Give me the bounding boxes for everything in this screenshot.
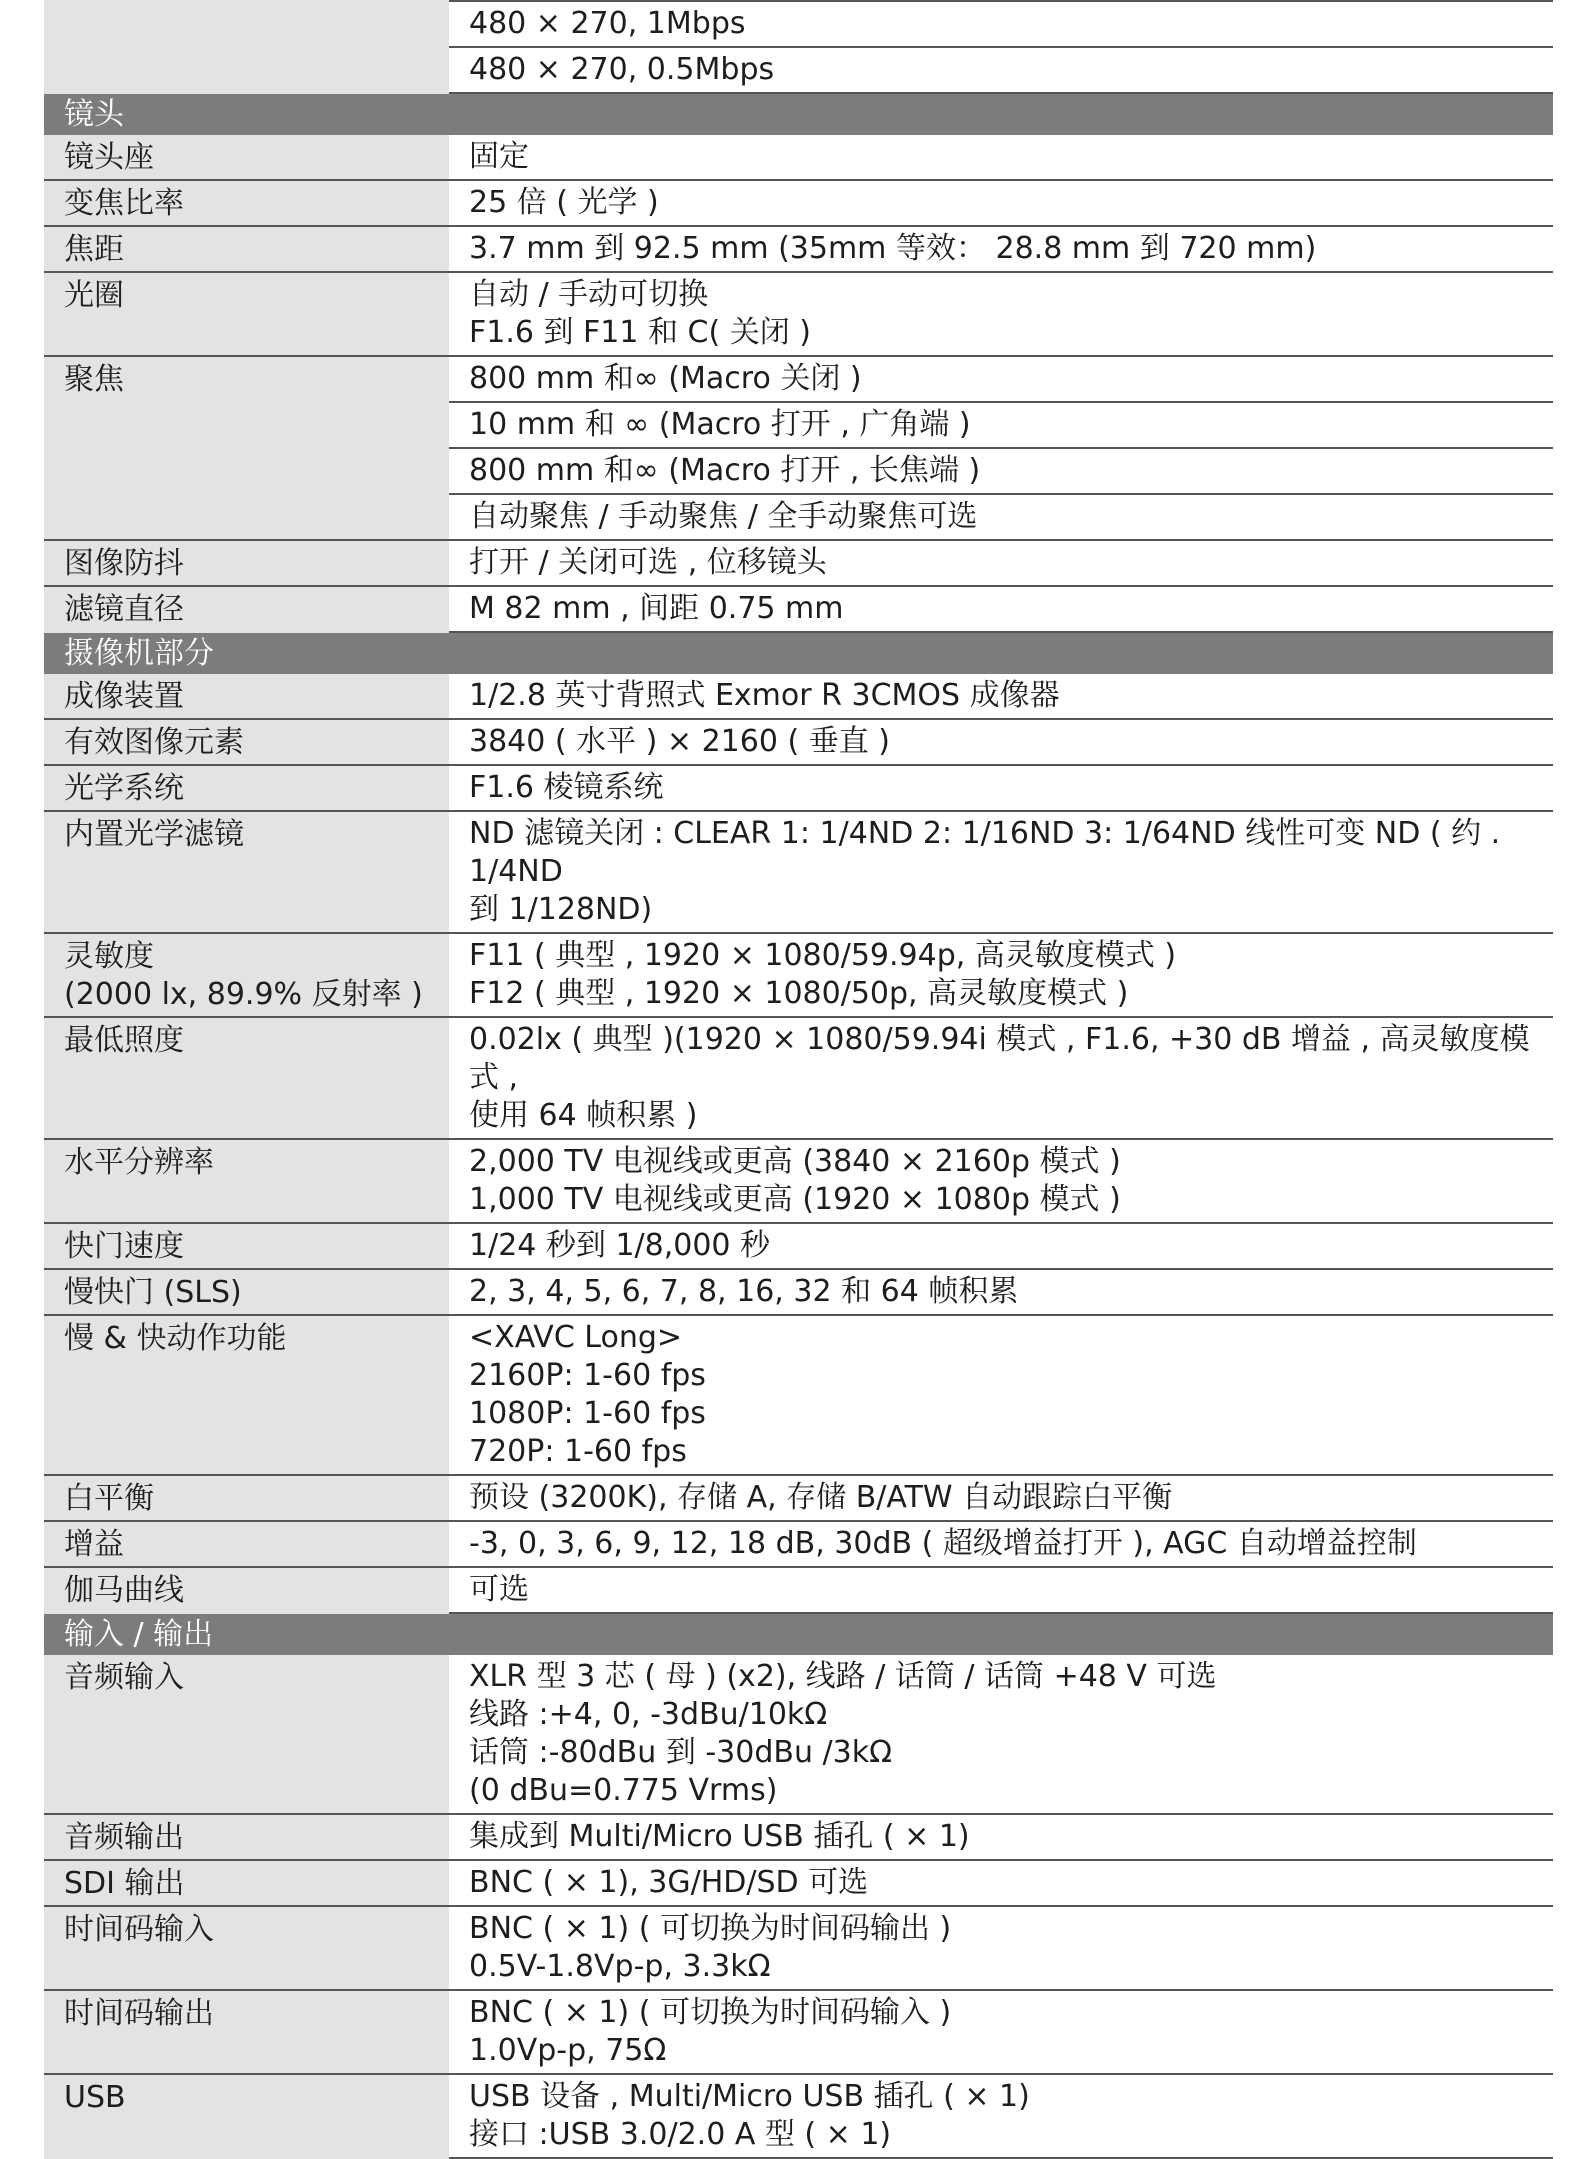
spec-label: 变焦比率 (44, 181, 449, 225)
spec-label: 成像装置 (44, 674, 449, 718)
spec-value: 480 × 270, 1Mbps (449, 0, 1553, 48)
spec-value: 1/2.8 英寸背照式 Exmor R 3CMOS 成像器 (469, 678, 1060, 713)
spec-label: SDI 输出 (44, 1861, 449, 1905)
spec-label: 图像防抖 (44, 541, 449, 585)
spec-value: 25 倍 ( 光学 ) (469, 185, 659, 220)
spec-label: 时间码输入 (44, 1907, 449, 1989)
spec-row (44, 0, 1553, 94)
spec-value: 3840 ( 水平 ) × 2160 ( 垂直 ) (469, 724, 890, 759)
spec-label: 白平衡 (44, 1476, 449, 1520)
spec-label: 聚焦 (44, 357, 449, 539)
section-header: 输入 / 输出 (44, 1614, 1553, 1655)
spec-row (44, 357, 1553, 541)
spec-value: 集成到 Multi/Micro USB 插孔 ( × 1) (469, 1819, 970, 1854)
spec-value: 自动聚焦 / 手动聚焦 / 全手动聚焦可选 (469, 499, 978, 534)
spec-value: 800 mm 和∞ (Macro 打开 , 长焦端 ) (449, 449, 1553, 495)
spec-label: 快门速度 (44, 1224, 449, 1268)
spec-value: 3.7 mm 到 92.5 mm (35mm 等效： 28.8 mm 到 720 mm) (469, 231, 1317, 266)
spec-label: 灵敏度 (2000 lx, 89.9% 反射率 ) (44, 934, 449, 1016)
spec-table (44, 0, 1553, 2159)
spec-value: -3, 0, 3, 6, 9, 12, 18 dB, 30dB ( 超级增益打开 ), AGC 自动增益控制 (469, 1526, 1417, 1561)
spec-value: 2,000 TV 电视线或更高 (3840 × 2160p 模式 ) 1,000 TV 电视线或更高 (1920 × 1080p 模式 ) (469, 1144, 1121, 1217)
spec-row (44, 1568, 1553, 1614)
spec-row (44, 1907, 1553, 1991)
spec-value: 打开 / 关闭可选 , 位移镜头 (469, 545, 827, 580)
spec-value: 480 × 270, 0.5Mbps (449, 48, 1553, 94)
spec-label: 慢 & 快动作功能 (44, 1316, 449, 1474)
spec-value: 自动 / 手动可切换 F1.6 到 F11 和 C( 关闭 ) (469, 277, 811, 350)
spec-row (44, 1270, 1553, 1316)
section-header: 镜头 (44, 94, 1553, 135)
spec-row (44, 135, 1553, 181)
spec-label: 内置光学滤镜 (44, 812, 449, 932)
spec-value: F1.6 棱镜系统 (469, 770, 664, 805)
spec-row (44, 587, 1553, 633)
spec-value: 2, 3, 4, 5, 6, 7, 8, 16, 32 和 64 帧积累 (469, 1274, 1019, 1309)
spec-label: 滤镜直径 (44, 587, 449, 633)
spec-value: 固定 (469, 139, 529, 174)
spec-label: 增益 (44, 1522, 449, 1566)
spec-row (44, 1140, 1553, 1224)
spec-label: 音频输出 (44, 1815, 449, 1859)
spec-row (44, 1861, 1553, 1907)
spec-label: 光圈 (44, 273, 449, 355)
spec-label: 水平分辨率 (44, 1140, 449, 1222)
spec-value: 可选 (449, 1568, 1553, 1614)
spec-row (44, 934, 1553, 1018)
spec-row (44, 1815, 1553, 1861)
section-header: 摄像机部分 (44, 633, 1553, 674)
spec-value: M 82 mm , 间距 0.75 mm (449, 587, 1553, 633)
spec-row (44, 227, 1553, 273)
spec-value: 0.02lx ( 典型 )(1920 × 1080/59.94i 模式 , F1.6, +30 dB 增益 , 高灵敏度模式 , 使用 64 帧积累 ) (469, 1022, 1530, 1133)
spec-row (44, 1991, 1553, 2075)
spec-label: 最低照度 (44, 1018, 449, 1138)
spec-row (44, 273, 1553, 357)
spec-value: USB 设备 , Multi/Micro USB 插孔 ( × 1) 接口 :USB 3.0/2.0 A 型 ( × 1) (449, 2075, 1553, 2159)
spec-row (44, 1316, 1553, 1476)
spec-row (44, 1476, 1553, 1522)
spec-row (44, 541, 1553, 587)
spec-label: 光学系统 (44, 766, 449, 810)
spec-label: 慢快门 (SLS) (44, 1270, 449, 1314)
spec-row (44, 1018, 1553, 1140)
spec-value: ND 滤镜关闭 : CLEAR 1: 1/4ND 2: 1/16ND 3: 1/64ND 线性可变 ND ( 约 . 1/4ND 到 1/128ND) (469, 816, 1501, 927)
spec-row (44, 766, 1553, 812)
spec-label: 镜头座 (44, 135, 449, 179)
spec-label: 有效图像元素 (44, 720, 449, 764)
spec-row (44, 720, 1553, 766)
spec-value: 10 mm 和 ∞ (Macro 打开 , 广角端 ) (449, 403, 1553, 449)
spec-row (44, 1224, 1553, 1270)
spec-value: <XAVC Long> 2160P: 1-60 fps 1080P: 1-60 fps 720P: 1-60 fps (469, 1320, 706, 1469)
spec-value: BNC ( × 1) ( 可切换为时间码输出 ) 0.5V-1.8Vp-p, 3.3kΩ (469, 1911, 952, 1984)
spec-row (44, 812, 1553, 934)
spec-value: XLR 型 3 芯 ( 母 ) (x2), 线路 / 话筒 / 话筒 +48 V 可选 线路 :+4, 0, -3dBu/10kΩ 话筒 :-80dBu 到 -30dBu /3kΩ (0 dBu=0.775 Vrms) (469, 1659, 1217, 1808)
spec-label: 时间码输出 (44, 1991, 449, 2073)
spec-value: 1/24 秒到 1/8,000 秒 (469, 1228, 771, 1263)
spec-value: F11 ( 典型 , 1920 × 1080/59.94p, 高灵敏度模式 ) F12 ( 典型 , 1920 × 1080/50p, 高灵敏度模式 ) (469, 938, 1177, 1011)
spec-label: USB (44, 2075, 449, 2159)
spec-value: 800 mm 和∞ (Macro 关闭 ) (449, 357, 1553, 403)
spec-value: BNC ( × 1) ( 可切换为时间码输入 ) 1.0Vp-p, 75Ω (469, 1995, 952, 2068)
spec-label: 伽马曲线 (44, 1568, 449, 1614)
spec-row (44, 181, 1553, 227)
spec-row (44, 674, 1553, 720)
spec-value: 预设 (3200K), 存储 A, 存储 B/ATW 自动跟踪白平衡 (469, 1480, 1173, 1515)
spec-value: BNC ( × 1), 3G/HD/SD 可选 (469, 1865, 869, 1900)
spec-label (44, 0, 449, 94)
spec-label: 焦距 (44, 227, 449, 271)
spec-row (44, 1522, 1553, 1568)
spec-label: 音频输入 (44, 1655, 449, 1813)
spec-row (44, 2075, 1553, 2159)
spec-row (44, 1655, 1553, 1815)
